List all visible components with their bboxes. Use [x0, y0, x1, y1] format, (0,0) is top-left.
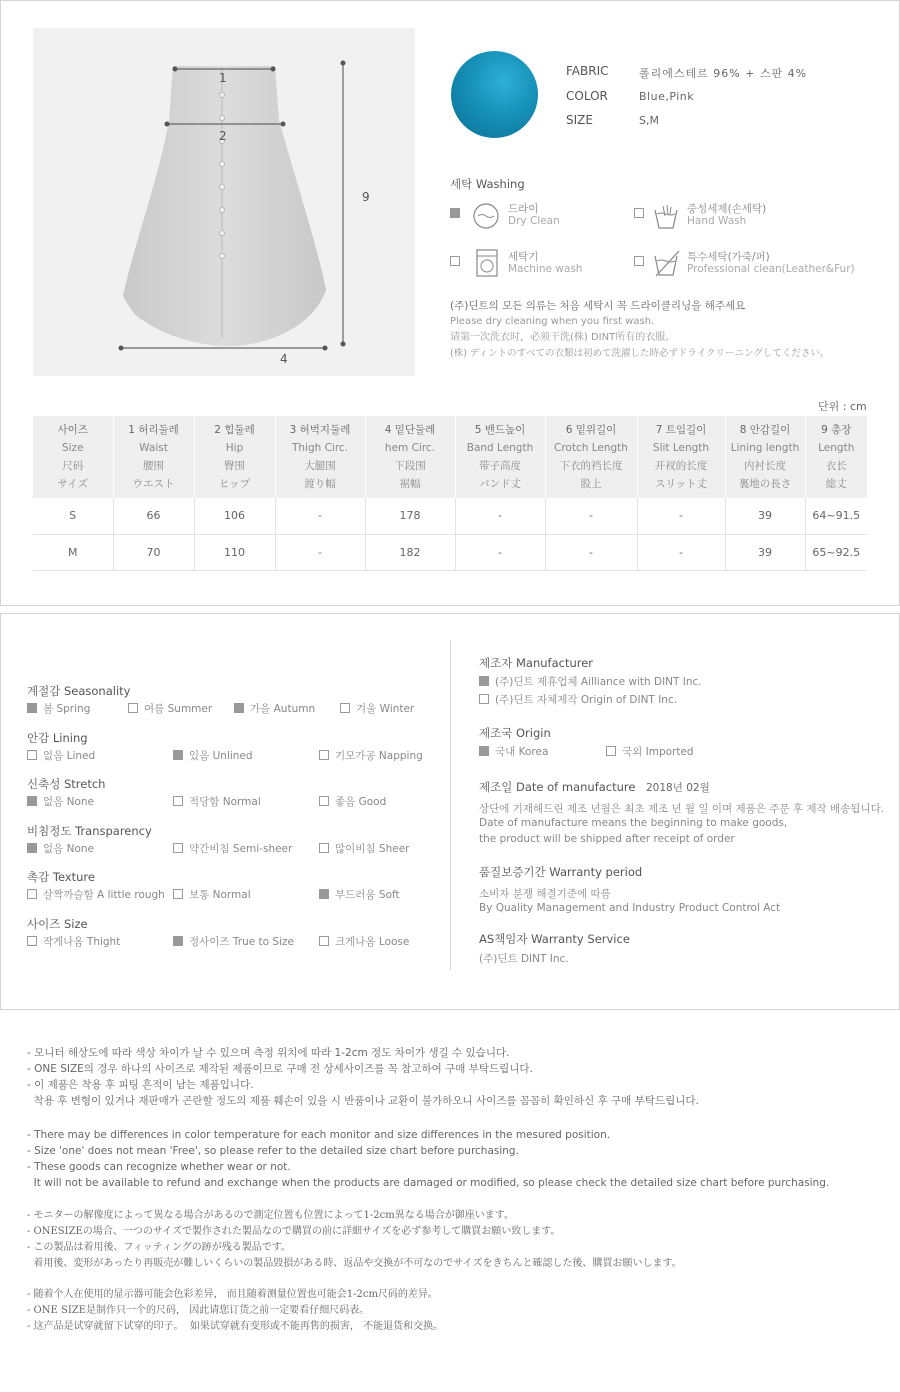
manufacturer-option-alliance [479, 674, 702, 689]
attribute-option [319, 748, 423, 763]
notes-ja: - モニターの解像度によって異なる場合があるので測定位置も位置によって1-2cm異なる場合が御座います。 - ONESIZEの場合、一つのサイズで製作された製品なので購買の前に詳細サイズを必ず参考して購買お願い致します。 - この製品は着用後、フィッティングの跡が残る製品です。 着用後、変形があったり再販売が難しいくらいの製品毀損がある時、返品や交換が不可なのでサイズをきちんと確認した後、購買お願いします。 [27, 1210, 682, 1269]
option-label: 살짝까슬함 A little rough [43, 889, 165, 901]
size-label: SIZE [566, 113, 593, 127]
as-value: (주)딘트 DINT Inc. [479, 953, 569, 965]
machine-wash-ko: 세탁기 [508, 251, 539, 263]
cell: 66 [113, 498, 194, 534]
option-checkbox[interactable] [173, 843, 183, 853]
cell: 39 [725, 498, 805, 534]
option-checkbox[interactable] [319, 796, 329, 806]
notes-en: - There may be differences in color temperature for each monitor and size differences in the mesured position. - Size 'one' does not mean 'Free', so please refer to the detailed size chart before purchasing. - These goods can recognize whether wear or not. It will not be available to refund and exchange when the products are damaged or modified, so please check the detailed size chart before purchasing. [27, 1129, 830, 1189]
size-value: S,M [639, 114, 659, 127]
measure-label-9: 9 [362, 190, 370, 204]
option-label: 많이비침 Sheer [335, 842, 410, 855]
washing-notice-zh: 请第一次洗衣时，必须干洗(株) DINT所有的衣服。 [450, 332, 676, 343]
option-checkbox[interactable] [319, 889, 329, 899]
attribute-title: 신축성 Stretch [27, 777, 106, 791]
cell: 39 [725, 534, 805, 570]
professional-clean-en: Professional clean(Leather&Fur) [687, 263, 855, 275]
option-label: 적당함 Normal [189, 796, 261, 808]
cell: - [455, 534, 545, 570]
option-checkbox[interactable] [319, 843, 329, 853]
option-label: 여름 Summer [144, 703, 213, 715]
washing-hand-wash [634, 200, 854, 234]
fabric-label: FABRIC [566, 64, 609, 78]
attribute-option [319, 794, 386, 809]
attribute-option [173, 794, 261, 809]
attribute-option [319, 887, 400, 902]
origin-option-imported [606, 744, 694, 759]
cell: 106 [194, 498, 275, 534]
option-checkbox[interactable] [340, 703, 350, 713]
warranty-line-2: By Quality Management and Industry Product Control Act [479, 902, 781, 914]
washing-notice [450, 298, 829, 362]
washing-title: 세탁 Washing [450, 177, 525, 191]
hand-wash-checkbox[interactable] [634, 208, 644, 218]
option-checkbox[interactable] [173, 936, 183, 946]
date-line-3: the product will be shipped after receipt of order [479, 833, 735, 845]
warranty-line-1: 소비자 분쟁 해결기준에 따름 [479, 888, 611, 900]
measure-label-4: 4 [280, 352, 288, 366]
cell: 64~91.5 [805, 498, 867, 534]
product-image [33, 28, 415, 376]
manufacturer-origin-checkbox[interactable] [479, 694, 489, 704]
option-checkbox[interactable] [27, 750, 37, 760]
manufacturer-title: 제조자 Manufacturer [479, 656, 594, 670]
header-slit: 7 트임길이 Slit Length 开衩的长度 スリット丈 [637, 416, 725, 498]
panel-divider [450, 640, 451, 970]
machine-wash-en: Machine wash [508, 263, 583, 275]
attribute-title: 계절감 Seasonality [27, 684, 131, 698]
date-value: 2018년 02월 [646, 782, 710, 794]
header-crotch: 6 밑위길이 Crotch Length 下衣的裆长度 股上 [545, 416, 637, 498]
origin-imported-checkbox[interactable] [606, 746, 616, 756]
header-lining: 8 안감길이 Lining length 内衬长度 裏地の長さ [725, 416, 805, 498]
option-label: 있음 Unlined [189, 749, 253, 762]
table-row [33, 498, 867, 534]
origin-title: 제조국 Origin [479, 726, 551, 740]
option-label: 겨울 Winter [356, 703, 415, 715]
date-line-2: Date of manufacture means the beginning to make goods, [479, 817, 788, 829]
dry-clean-icon [472, 202, 500, 230]
attribute-option [319, 841, 409, 856]
header-waist: 1 허리둘레 Waist 腰围 ウエスト [113, 416, 194, 498]
option-checkbox[interactable] [27, 703, 37, 713]
cell: - [545, 498, 637, 534]
color-label: COLOR [566, 89, 608, 103]
cell: 182 [365, 534, 455, 570]
attribute-option [173, 841, 292, 856]
attribute-option [173, 748, 253, 763]
option-label: (주)딘트 자체제작 Origin of DINT Inc. [495, 694, 678, 706]
machine-wash-checkbox[interactable] [450, 256, 460, 266]
option-label: 없음 None [43, 796, 95, 808]
skirt-shape [123, 66, 326, 346]
option-checkbox[interactable] [27, 843, 37, 853]
hand-wash-icon [652, 202, 680, 230]
option-checkbox[interactable] [173, 796, 183, 806]
fabric-value: 폴리에스테르 96% + 스판 4% [639, 67, 808, 80]
option-label: 기모가공 Napping [335, 749, 423, 762]
date-line-1: 상단에 기재해드린 제조 년월은 최초 제조 년 월 일 이며 제품은 주문 후 제작 배송됩니다. [479, 803, 885, 815]
notes-zh: - 随着个人在使用的显示器可能会色彩差异， 而且随着测量位置也可能会1-2cm尺码的差异。 - ONE SIZE是制作只一个的尺码， 因此请您订货之前一定要看仔细尺码表。 - 这产品是试穿就留下试穿的印子。 如果试穿就有变形或不能再售的损害， 不能退货和交换。 [27, 1289, 444, 1332]
attribute-title: 비침정도 Transparency [27, 823, 152, 838]
dry-clean-en: Dry Clean [508, 215, 560, 227]
measure-label-2: 2 [219, 129, 227, 143]
option-label: 가을 Autumn [250, 703, 316, 715]
option-label: 크게나옴 Loose [335, 935, 410, 948]
cell: 70 [113, 534, 194, 570]
attribute-option [128, 701, 212, 716]
option-label: 좋음 Good [335, 796, 387, 808]
header-hip: 2 힙둘레 Hip 臀围 ヒップ [194, 416, 275, 498]
option-label: 작게나옴 Thight [43, 935, 121, 948]
option-checkbox[interactable] [319, 936, 329, 946]
professional-clean-icon [652, 248, 682, 278]
attribute-option [173, 887, 251, 902]
hand-wash-en: Hand Wash [687, 215, 747, 227]
color-swatch [451, 51, 538, 138]
attribute-option [27, 748, 95, 763]
cell: - [275, 534, 365, 570]
option-label: 국외 Imported [622, 746, 694, 758]
option-checkbox[interactable] [173, 889, 183, 899]
manufacturer-alliance-checkbox[interactable] [479, 676, 489, 686]
header-size: 사이즈 Size 尺码 サイズ [33, 416, 113, 498]
attribute-title: 안감 Lining [27, 730, 88, 745]
size-table [33, 416, 867, 571]
cell: 110 [194, 534, 275, 570]
origin-korea-checkbox[interactable] [479, 746, 489, 756]
table-row [33, 534, 867, 570]
option-label: (주)딘트 제휴업체 Ailliance with DINT Inc. [495, 676, 702, 688]
option-label: 정사이즈 True to Size [189, 935, 294, 948]
header-length: 9 총장 Length 衣长 総丈 [805, 416, 867, 498]
washing-notice-ko: (주)딘트의 모든 의류는 처음 세탁시 꼭 드라이클리닝을 해주세요 [450, 300, 746, 312]
unit-label: 단위 : cm [818, 400, 867, 413]
option-label: 없음 Lined [43, 749, 96, 762]
cell: - [275, 498, 365, 534]
manufacturer-option-origin [479, 692, 677, 707]
cell: - [545, 534, 637, 570]
professional-clean-checkbox[interactable] [634, 256, 644, 266]
machine-wash-icon [474, 248, 502, 278]
option-label: 봄 Spring [43, 703, 91, 715]
option-checkbox[interactable] [27, 796, 37, 806]
header-hem: 4 밑단둘레 hem Circ. 下段围 裾幅 [365, 416, 455, 498]
option-label: 부드러움 Soft [335, 889, 400, 901]
option-label: 보통 Normal [189, 889, 251, 901]
attribute-option [173, 934, 294, 949]
measure-label-1: 1 [219, 71, 227, 85]
cell: - [455, 498, 545, 534]
washing-dry-clean [450, 200, 630, 234]
option-label: 없음 None [43, 842, 95, 855]
as-title: AS책임자 Warranty Service [479, 932, 630, 946]
option-checkbox[interactable] [27, 889, 37, 899]
option-label: 약간비침 Semi-sheer [189, 842, 293, 855]
attribute-option [340, 701, 414, 716]
option-checkbox[interactable] [27, 936, 37, 946]
cell: - [637, 498, 725, 534]
option-checkbox[interactable] [173, 750, 183, 760]
washing-machine-wash [450, 248, 630, 282]
attribute-option [27, 887, 165, 902]
professional-clean-ko: 특수세탁(가죽/퍼) [687, 251, 770, 263]
attribute-option [27, 794, 94, 809]
attribute-title: 촉감 Texture [27, 870, 95, 884]
attribute-option [234, 701, 315, 716]
option-label: 국내 Korea [495, 746, 549, 758]
washing-professional [634, 248, 874, 282]
header-band: 5 밴드높이 Band Length 带子高度 バンド丈 [455, 416, 545, 498]
option-checkbox[interactable] [234, 703, 244, 713]
cell: - [637, 534, 725, 570]
warranty-title: 품질보증기간 Warranty period [479, 865, 643, 879]
dry-clean-ko: 드라이 [508, 203, 539, 215]
origin-option-korea [479, 744, 548, 759]
cell: M [33, 534, 113, 570]
attribute-title: 사이즈 Size [27, 916, 88, 931]
size-table-header [33, 416, 867, 498]
color-value: Blue,Pink [639, 90, 695, 103]
cell: S [33, 498, 113, 534]
notes-ko: - 모니터 해상도에 따라 색상 차이가 날 수 있으며 측정 위치에 따라 1-2cm 정도 차이가 생길 수 있습니다. - ONE SIZE의 경우 하나의 사이즈로 제작된 제품이므로 구매 전 상세사이즈를 꼭 참고하여 구매 부탁드립니다. - 이 제품은 착용 후 피팅 흔적이 남는 제품입니다. 착용 후 변형이 있거나 재판매가 곤란할 정도의 제품 훼손이 있을 시 반품이나 교환이 불가하오니 사이즈를 꼼꼼히 확인하신 후 구매 부탁드립니다. [27, 1047, 699, 1107]
hand-wash-ko: 중성세제(손세탁) [687, 203, 767, 215]
washing-notice-en: Please dry cleaning when you first wash. [450, 316, 655, 327]
washing-notice-ja: (株) ディントのすべての衣類は初めて洗濯した時必ずドライクリーニングしてください。 [450, 348, 830, 359]
attribute-option [319, 934, 409, 949]
cell: 178 [365, 498, 455, 534]
dry-clean-checkbox[interactable] [450, 208, 460, 218]
attribute-option [27, 841, 94, 856]
attribute-option [27, 934, 120, 949]
option-checkbox[interactable] [319, 750, 329, 760]
date-title: 제조일 Date of manufacture [479, 780, 636, 794]
cell: 65~92.5 [805, 534, 867, 570]
header-thigh: 3 허벅지둘레 Thigh Circ. 大腿围 渡り幅 [275, 416, 365, 498]
attribute-option [27, 701, 90, 716]
option-checkbox[interactable] [128, 703, 138, 713]
